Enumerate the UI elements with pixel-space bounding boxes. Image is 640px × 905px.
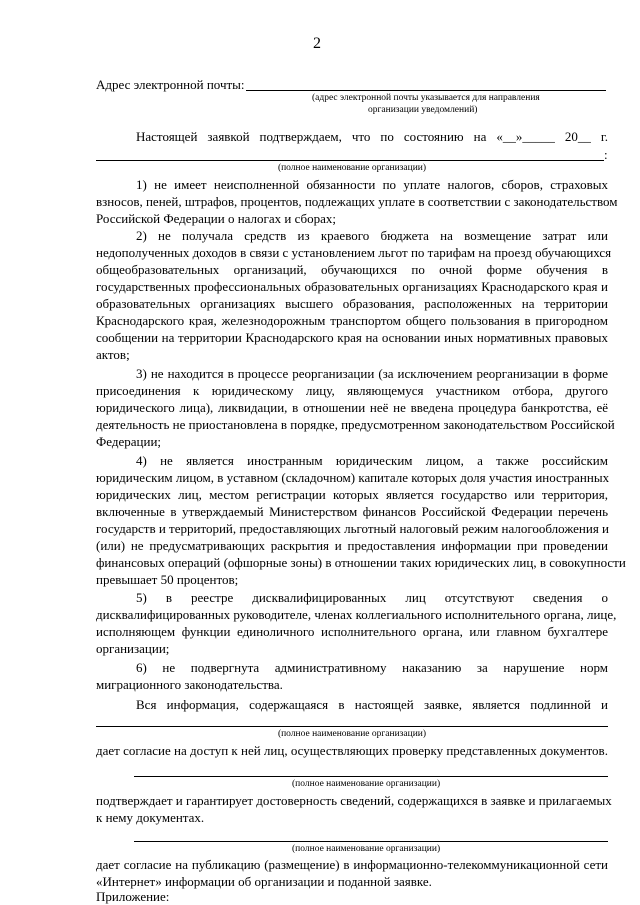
item-6-line-1: 6) не подвергнута административному наказанию за нарушение норм [136, 660, 608, 675]
item-1-line-3: Российской Федерации о налогах и сборах; [96, 211, 337, 226]
org-name-line-3[interactable] [134, 776, 608, 777]
org-name-note-1: (полное наименование организации) [277, 163, 427, 173]
item-2-line-1: 2) не получала средств из краевого бюджета на возмещение затрат или [136, 228, 608, 243]
item-2-line-5: образовательных организациях высшего образования, расположенных на территории [96, 296, 608, 311]
item-1-line-1: 1) не имеет неисполненной обязанности по уплате налогов, сборов, страховых [136, 177, 608, 192]
publication-line-1: дает согласие на публикацию (размещение) в информационно-телекоммуникационной сети [96, 857, 608, 872]
info-paragraph: Вся информация, содержащаяся в настоящей заявке, является подлинной и [136, 697, 608, 712]
email-note-line1: (адрес электронной почты указывается для направления [312, 93, 540, 103]
item-4-line-5: государств и территорий, предоставляющих льготный налоговый режим налогообложения и [96, 521, 610, 536]
item-3-line-5: Федерации; [96, 434, 162, 449]
item-2-line-7: сообщении на территории Краснодарского края на основании иных нормативных правовых [96, 330, 608, 345]
appendix-label: Приложение: [96, 889, 170, 904]
org-name-note-3: (полное наименование организации) [292, 779, 441, 789]
item-3-line-4: деятельность не приостановлена в порядке, предусмотренном законодательством Российской [96, 417, 615, 432]
item-5-line-3: исполняющем функции единоличного исполнительного органа, или главном бухгалтере [96, 624, 608, 639]
item-2-line-8: актов; [96, 347, 130, 362]
guarantee-line-1: подтверждает и гарантирует достоверность сведений, содержащихся в заявке и прилагаемых [96, 793, 612, 808]
org-name-line-4[interactable] [134, 841, 608, 842]
org-name-line-1[interactable] [96, 160, 604, 161]
org-name-note-4: (полное наименование организации) [292, 844, 441, 854]
item-3-line-3: юридического лица), ликвидации, в отношении неё не введена процедура банкротства, её [96, 400, 608, 415]
org-name-line-2[interactable] [96, 726, 608, 727]
item-6-line-2: миграционного законодательства. [96, 677, 283, 692]
item-4-line-3: юридических лиц, местом регистрации которых является государство или территория, [96, 487, 608, 502]
item-5-line-4: организации; [96, 641, 170, 656]
org-name-note-2: (полное наименование организации) [277, 729, 427, 739]
item-3-line-2: присоединения к юридическому лицу, являющемуся участником отбора, другого [96, 383, 608, 398]
guarantee-line-2: к нему документах. [96, 810, 205, 825]
item-5-line-2: дисквалифицированных руководителе, членах коллегиального исполнительного органа, лице, [96, 607, 617, 622]
item-4-line-2: юридическим лицом, в уставном (складочном) капитале которых доля участия иностранных [96, 470, 610, 485]
item-4-line-1: 4) не является иностранным юридическим лицом, а также российским [136, 453, 608, 468]
consent-access-text: дает согласие на доступ к ней лиц, осуществляющих проверку представленных документов. [96, 743, 608, 758]
publication-line-2: «Интернет» информации об организации и поданной заявке. [96, 874, 432, 889]
email-note-line2: организации уведомлений) [368, 105, 478, 115]
confirm-colon: : [604, 147, 608, 162]
item-5-line-1: 5) в реестре дисквалифицированных лиц отсутствуют сведения о [136, 590, 608, 605]
item-2-line-3: общеобразовательных организаций, обучающихся по очной форме обучения в [96, 262, 608, 277]
item-4-line-7: финансовых операций (офшорные зоны) в отношении таких юридических лиц, в совокупности [96, 555, 626, 570]
item-4-line-4: включенные в утверждаемый Министерством финансов Российской Федерации перечень [96, 504, 608, 519]
item-3-line-1: 3) не находится в процессе реорганизации (за исключением реорганизации в форме [136, 366, 608, 381]
email-label: Адрес электронной почты: [96, 77, 245, 92]
confirm-paragraph: Настоящей заявкой подтверждаем, что по состоянию на «__»_____ 20__ г. [136, 129, 608, 144]
page-number: 2 [313, 35, 321, 52]
item-4-line-8: превышает 50 процентов; [96, 572, 239, 587]
item-2-line-6: Краснодарского края, железнодорожным транспортом общего пользования в пригородном [96, 313, 608, 328]
item-4-line-6: (или) не предусматривающих раскрытия и предоставления информации при проведении [96, 538, 608, 553]
item-2-line-4: государственных профессиональных образовательных организациях Краснодарского края и [96, 279, 608, 294]
item-1-line-2: взносов, пеней, штрафов, процентов, подлежащих уплате в соответствии с законодательством [96, 194, 618, 209]
item-2-line-2: недополученных доходов в связи с установлением льгот по тарифам на проезд обучающихся [96, 245, 612, 260]
email-input-line[interactable] [246, 90, 606, 91]
